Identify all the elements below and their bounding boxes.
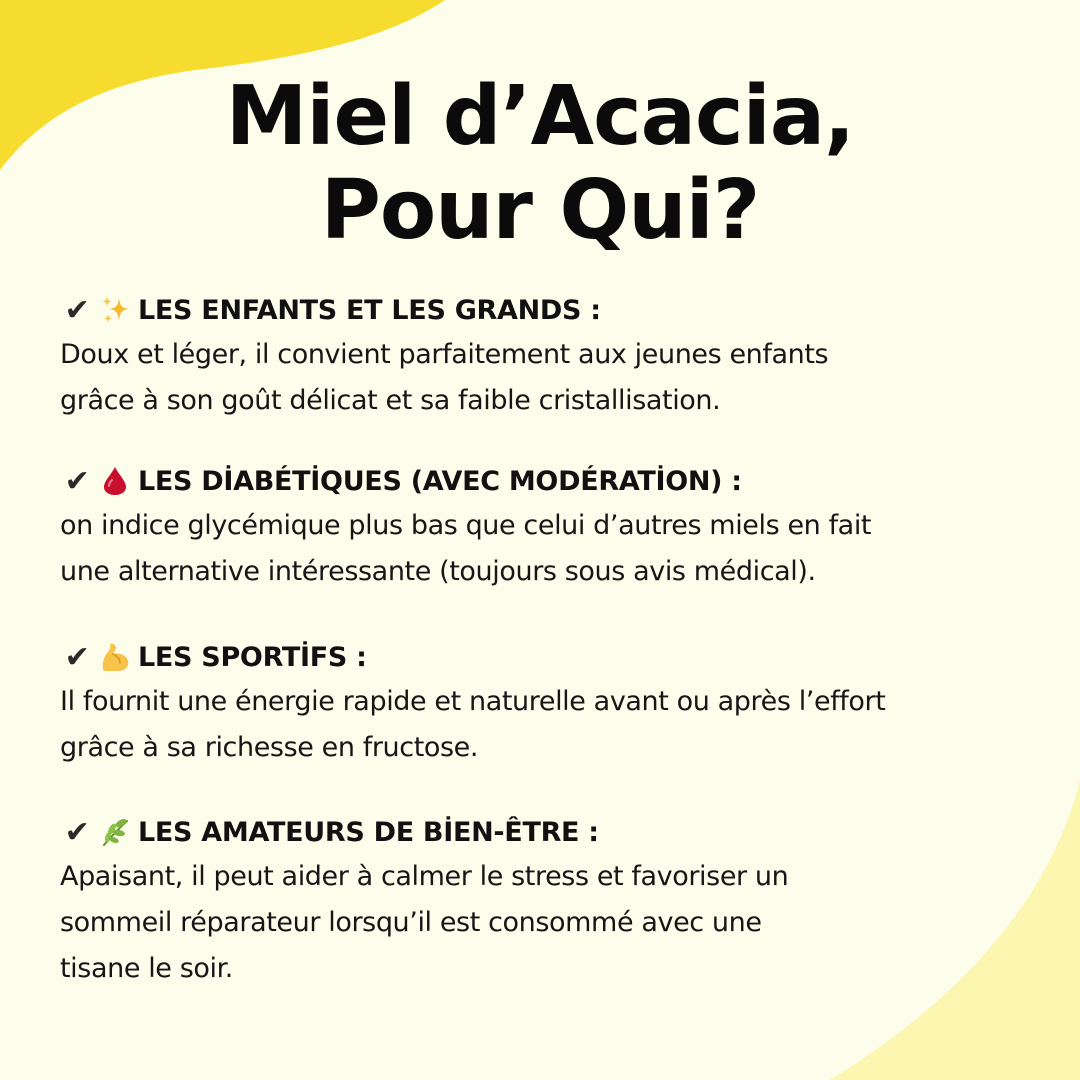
body-line: grâce à son goût délicat et sa faible cristallisation.	[60, 385, 721, 416]
section-body	[60, 332, 1070, 424]
section-diabetics	[60, 461, 1070, 595]
body-line: Il fournit une énergie rapide et naturelle avant ou après l’effort	[60, 686, 886, 717]
body-line: on indice glycémique plus bas que celui d’autres miels en fait	[60, 510, 872, 541]
section-heading	[60, 637, 1070, 677]
section-body	[60, 503, 1070, 595]
sparkles-icon	[98, 293, 132, 327]
checkmark-icon: ✔	[64, 292, 90, 328]
herb-icon	[98, 815, 132, 849]
section-children	[60, 290, 1070, 424]
body-line: tisane le soir.	[60, 953, 233, 984]
blood-drop-icon	[98, 464, 132, 498]
section-body	[60, 679, 1070, 771]
section-athletes	[60, 637, 1070, 771]
body-line: Doux et léger, il convient parfaitement aux jeunes enfants	[60, 339, 829, 370]
title-line-2: Pour Qui?	[320, 163, 760, 258]
section-heading-text: LES DİABÉTİQUES (AVEC MODÉRATİON) :	[138, 465, 742, 497]
title-line-1: Miel d’Acacia,	[225, 69, 855, 164]
section-heading	[60, 290, 1070, 330]
flexed-biceps-icon	[98, 640, 132, 674]
checkmark-icon: ✔	[64, 463, 90, 499]
body-line: une alternative intéressante (toujours sous avis médical).	[60, 556, 816, 587]
body-line: grâce à sa richesse en fructose.	[60, 732, 479, 763]
section-heading	[60, 812, 1070, 852]
body-line: Apaisant, il peut aider à calmer le stress et favoriser un	[60, 861, 789, 892]
body-line: sommeil réparateur lorsqu’il est consommé avec une	[60, 907, 762, 938]
section-heading-text: LES ENFANTS ET LES GRANDS :	[138, 294, 601, 326]
section-heading-text: LES AMATEURS DE BİEN-ÊTRE :	[138, 816, 599, 848]
page-title	[0, 70, 1080, 258]
checkmark-icon: ✔	[64, 639, 90, 675]
section-heading-text: LES SPORTİFS :	[138, 641, 367, 673]
checkmark-icon: ✔	[64, 814, 90, 850]
section-wellbeing	[60, 812, 1070, 992]
section-heading	[60, 461, 1070, 501]
section-body	[60, 854, 1070, 992]
